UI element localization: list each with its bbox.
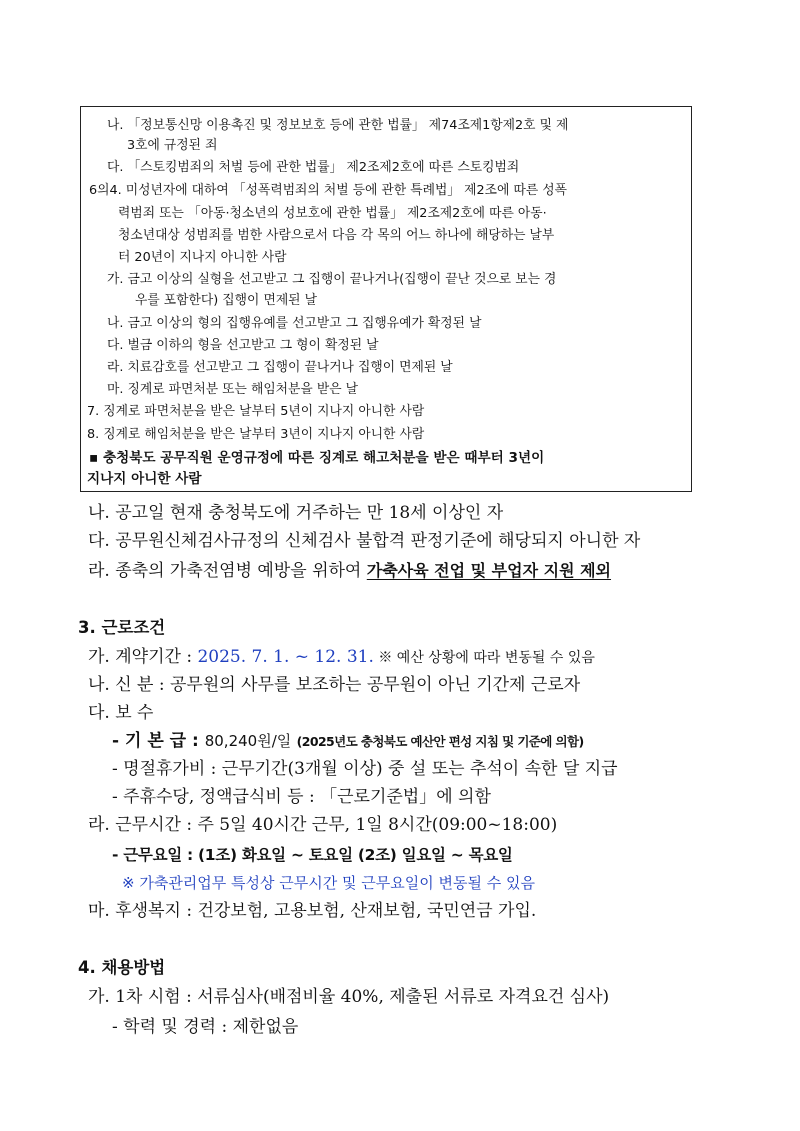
weekly-allowance: - 주휴수당, 정액급식비 등 : 「근로기준법」에 의함	[112, 787, 491, 807]
base-pay	[112, 728, 584, 755]
employment-status: 나. 신 분 : 공무원의 사무를 보조하는 공무원이 아닌 기간제 근로자	[88, 675, 581, 695]
box-line: 터 20년이 지나지 아니한 사람	[118, 250, 287, 265]
box-line: 다. 벌금 이하의 형을 선고받고 그 형이 확정된 날	[107, 338, 379, 353]
section-4-heading: 4. 채용방법	[78, 958, 166, 977]
box-line: 다. 「스토킹범죄의 처벌 등에 관한 법률」 제2조제2호에 따른 스토킹범죄	[107, 160, 520, 175]
salary-heading: 다. 보 수	[88, 703, 154, 723]
box-line: 가. 금고 이상의 실형을 선고받고 그 집행이 끝나거나(집행이 끝난 것으로 보는 경	[107, 272, 557, 287]
livestock-exclusion	[88, 558, 611, 584]
box-line: 우를 포함한다) 집행이 면제된 날	[135, 293, 317, 308]
box-line: 력범죄 또는 「아동·청소년의 성보호에 관한 법률」 제2조제2호에 따른 아동·	[118, 206, 547, 221]
livestock-exclusion-emphasis: 가축사육 전업 및 부업자 지원 제외	[366, 561, 612, 580]
box-line: 6의4. 미성년자에 대하여 「성폭력범죄의 처벌 등에 관한 특례법」 제2조에 따른 성폭	[89, 183, 567, 198]
medical-requirement: 다. 공무원신체검사규정의 신체검사 불합격 판정기준에 해당되지 아니한 자	[88, 531, 641, 551]
box-line: 나. 「정보통신망 이용촉진 및 정보보호 등에 관한 법률」 제74조제1항제2호 및 제	[107, 118, 569, 133]
contract-period-note: ※ 예산 상황에 따라 변동될 수 있음	[373, 650, 595, 666]
box-line: 마. 징계로 파면처분 또는 해임처분을 받은 날	[107, 382, 358, 397]
holiday-bonus: - 명절휴가비 : 근무기간(3개월 이상) 중 설 또는 추석이 속한 달 지급	[112, 759, 618, 779]
working-hours: 라. 근무시간 : 주 5일 40시간 근무, 1일 8시간(09:00~18:00)	[88, 815, 558, 835]
section-3-heading: 3. 근로조건	[78, 618, 166, 637]
base-pay-value: 80,240원/일	[204, 732, 292, 750]
box-line: 3호에 규정된 죄	[127, 138, 218, 153]
base-pay-note: (2025년도 충청북도 예산안 편성 지침 및 기준에 의함)	[296, 734, 584, 749]
welfare: 마. 후생복지 : 건강보험, 고용보험, 산재보험, 국민연금 가입.	[88, 901, 537, 921]
box-line: 7. 징계로 파면처분을 받은 날부터 5년이 지나지 아니한 사람	[87, 404, 425, 419]
box-line: 라. 치료감호를 선고받고 그 집행이 끝나거나 집행이 면제된 날	[107, 360, 453, 375]
box-line: 8. 징계로 해임처분을 받은 날부터 3년이 지나지 아니한 사람	[87, 427, 425, 442]
education-career: - 학력 및 경력 : 제한없음	[112, 1017, 299, 1037]
box-line: 청소년대상 성범죄를 범한 사람으로서 다음 각 목의 어느 하나에 해당하는 날부	[118, 228, 555, 243]
working-days-note: ※ 가축관리업무 특성상 근무시간 및 근무요일이 변동될 수 있음	[122, 874, 535, 892]
first-exam: 가. 1차 시험 : 서류심사(배점비율 40%, 제출된 서류로 자격요건 심사)	[88, 987, 610, 1007]
livestock-exclusion-prefix: 라. 종축의 가축전염병 예방을 위하여	[88, 561, 367, 581]
contract-period-label: 가. 계약기간 :	[88, 647, 198, 667]
residency-requirement: 나. 공고일 현재 충청북도에 거주하는 만 18세 이상인 자	[88, 503, 504, 523]
box-line: 나. 금고 이상의 형의 집행유예를 선고받고 그 집행유예가 확정된 날	[107, 316, 482, 331]
working-days: - 근무요일 : (1조) 화요일 ~ 토요일 (2조) 일요일 ~ 목요일	[112, 846, 513, 864]
contract-period-dates: 2025. 7. 1. ~ 12. 31.	[197, 647, 374, 667]
box-line-emphasis: ▪ 충청북도 공무직원 운영규정에 따른 징계로 해고처분을 받은 때부터 3년이	[89, 450, 545, 466]
box-line-emphasis: 지나지 아니한 사람	[87, 471, 202, 487]
base-pay-label: - 기 본 급 :	[112, 731, 205, 751]
contract-period	[88, 644, 595, 671]
